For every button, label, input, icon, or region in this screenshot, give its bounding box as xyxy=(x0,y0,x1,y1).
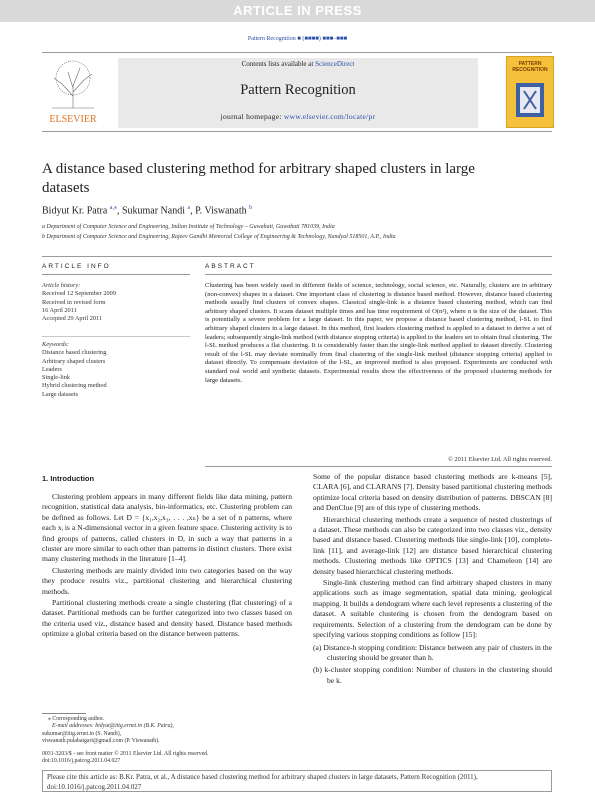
keyword: Hybrid clustering method xyxy=(42,382,107,390)
keywords-label: Keywords: xyxy=(42,341,70,348)
history-line: Received in revised form xyxy=(42,298,106,306)
abstract-heading: ABSTRACT xyxy=(205,263,256,270)
cover-title: PATTERN RECOGNITION xyxy=(512,61,548,73)
introduction-heading: 1. Introduction xyxy=(42,474,95,483)
email-line[interactable]: E-mail addresses: bidyut@iitg.ernet.in (B.K. Patra), xyxy=(52,723,174,730)
history-line: 16 April 2011 xyxy=(42,306,77,314)
email-line[interactable]: sukumar@iitg.ernet.in (S. Nandi), xyxy=(42,730,122,737)
issn-block xyxy=(42,751,292,766)
cover-emblem-icon xyxy=(516,83,544,117)
journal-homepage xyxy=(118,112,478,121)
article-title: A distance based clustering method for arbitrary shaped clusters in large datasets xyxy=(42,161,475,196)
author-affil-mark[interactable]: a,⁎ xyxy=(109,205,117,211)
affiliation-b: b Department of Computer Science and Engineering, Rajeev Gandhi Memorial College of Engineering & Technology, Nandyal 518501, A.P., India xyxy=(42,234,396,240)
contents-prefix: Contents lists available at xyxy=(241,60,316,68)
footnote-rule xyxy=(42,713,86,714)
sciencedirect-link[interactable]: ScienceDirect xyxy=(315,60,355,68)
abstract-text: Clustering has been widely used in different fields of science, technology, social science, etc. Naturally, clusters are in arbitrary (non-convex) shapes in a dataset. One important class of clustering is distance based method. However, distance based clustering methods usually find clusters of convex shapes. Classical single-link is a distance based clustering method, which can find arbitrary shaped clusters. It scans dataset multiple times and has time requirement of O(n²), where n is the size of the dataset. This is potentially a severe problem for a large dataset. In this paper, we propose a distance based clustering method, l-SL to find arbitrary shaped clusters in a large dataset. In this method, first leaders clustering method is applied to a dataset to derive a set of leaders; subsequently single-link method (with distance stopping criteria) is applied to the leaders set to obtain final clustering. The l-SL method produces a flat clustering. It is considerably faster than the single-link method applied to dataset directly. Clustering result of the l-SL may deviate nominally from final clustering of the single-link method (distance stopping criteria) applied to dataset directly. To compensate deviation of the l-SL, an improved method is also proposed. Experiments are conducted with standard real world and synthetic datasets. Experimental results show the effectiveness of the proposed clustering methods for large datasets. xyxy=(205,282,552,384)
keyword: Leaders xyxy=(42,365,62,373)
intro-paragraph: Single-link clustering method can find arbitrary shaped clusters in many applications such as image segmentation, spatial data mining, geological mapping. It builds a dendogram where each level represents a clustering of the dataset. A suitable clustering is chosen from the dendogram based on requirements. Selection of a clustering from the dendogram can be done by specifying various stopping conditions as follow [15]: xyxy=(313,578,552,640)
author-name[interactable]: Sukumar Nandi xyxy=(121,205,185,217)
section-divider xyxy=(42,256,552,257)
journal-cover xyxy=(506,56,554,128)
author-name[interactable]: Bidyut Kr. Patra xyxy=(42,205,108,217)
author-name[interactable]: P. Viswanath xyxy=(195,205,247,217)
article-history xyxy=(42,282,192,323)
intro-paragraph: Clustering methods are mainly divided into two categories based on the way they produce results viz., partitional clustering and hierarchical clustering methods. xyxy=(42,565,292,596)
intro-paragraph: Partitional clustering methods create a single clustering (flat clustering) of a dataset. Partitional methods can be further categorized into two classes based on the criteria used viz., distance based and density based. Distance based methods optimize a global criteria based on the distance between patterns. xyxy=(42,598,292,639)
homepage-link[interactable]: www.elsevier.com/locate/pr xyxy=(283,112,376,121)
issn-line: 0031-3203/$ - see front matter © 2011 Elsevier Ltd. All rights reserved. xyxy=(42,751,209,757)
intro-paragraph: Some of the popular distance based clustering methods are k-means [5], CLARA [6], and CLARANS [7]. Density based partitional clustering methods optimize local criteria based on density distribution of patterns. DBSCAN [8] and DenClue [9] are of this type of clustering methods. xyxy=(313,472,552,513)
keywords-rule xyxy=(42,336,190,337)
footnotes xyxy=(42,716,292,746)
history-line: Accepted 29 April 2011 xyxy=(42,315,103,323)
keyword: Distance based clustering xyxy=(42,349,107,357)
article-in-press-banner: ARTICLE IN PRESS xyxy=(0,0,595,22)
abstract-rule xyxy=(205,274,552,275)
journal-citation-top[interactable]: Pattern Recognition ■ (■■■■) ■■■–■■■ xyxy=(247,36,348,42)
article-info-rule xyxy=(42,274,190,275)
intro-right-column xyxy=(313,472,552,686)
intro-paragraph: Hierarchical clustering methods create a sequence of nested clusterings of a dataset. These methods can also be categorized into two classes viz., density based and distance based. Clustering methods like single-link [10], complete-link [11], and average-link [12] are distance based hierarchical clustering methods. Clustering methods like OPTICS [13] and Chameleon [14] are density based hierarchical clustering methods. xyxy=(313,514,552,576)
corresponding-author-note: ⁎ Corresponding author. xyxy=(48,716,105,722)
author-list: Bidyut Kr. Patra $^{a,⁎}$, Sukumar Nandi $^a$, P. Viswanath $^b$ xyxy=(42,205,253,217)
journal-title[interactable]: Pattern Recognition xyxy=(240,82,356,98)
history-label: Article history: xyxy=(42,282,81,289)
author-affil-mark[interactable]: a xyxy=(187,205,191,211)
intro-left-column xyxy=(42,492,292,641)
keywords-block xyxy=(42,341,192,399)
affiliation-a: a Department of Computer Science and Engineering, Indian Institute of Technology – Guwahati, Guwahati 781039, India xyxy=(42,224,335,230)
abstract-bottom-rule xyxy=(205,466,552,467)
doi-line[interactable]: doi:10.1016/j.patcog.2011.04.027 xyxy=(42,758,121,765)
abstract-copyright: © 2011 Elsevier Ltd. All rights reserved. xyxy=(447,456,552,463)
keyword: Arbitrary shaped clusters xyxy=(42,357,106,365)
article-info-heading: ARTICLE INFO xyxy=(42,263,111,270)
author-affil-mark[interactable]: b xyxy=(249,205,253,211)
elsevier-logo xyxy=(42,56,104,126)
keyword: Single-link xyxy=(42,374,70,382)
email-line[interactable]: viswanath.pulabaigari@gmail.com (P. Viswanath). xyxy=(42,738,160,745)
homepage-prefix: journal homepage: xyxy=(220,112,284,121)
stopping-condition-item: (a) Distance-h stopping condition: Distance between any pair of clusters in the clustering should be greater than h. xyxy=(313,642,552,662)
elsevier-wordmark: ELSEVIER xyxy=(49,114,97,125)
history-line: Received 12 September 2009 xyxy=(42,290,116,298)
stopping-condition-item: (b) k-cluster stopping condition: Number of clusters in the clustering should be k. xyxy=(313,665,552,685)
intro-paragraph: Clustering problem appears in many different fields like data mining, pattern recognition, statistical data analysis, bio-informatics, etc. Clustering problem can be defined as follows. Let D = {x₁,x₂,x₃, . . . ,xₙ} be a set of n patterns, where each xᵢ is a N-dimensional vector in a given feature space. Clustering activity is to find groups of patterns, called clusters in D, in such a way that patterns in a cluster are more similar to each other than patterns in distinct clusters. There exist many clustering methods in the literature [1–4]. xyxy=(42,492,292,564)
contents-available xyxy=(118,60,478,68)
keyword: Large datasets xyxy=(42,390,79,398)
please-cite-box: Please cite this article as: B.Kr. Patra, et al., A distance based clustering method for arbitrary shaped clusters in large datasets, Pattern Recognition (2011), doi:10.1016/j.patcog.2011.04.027 xyxy=(42,770,552,792)
